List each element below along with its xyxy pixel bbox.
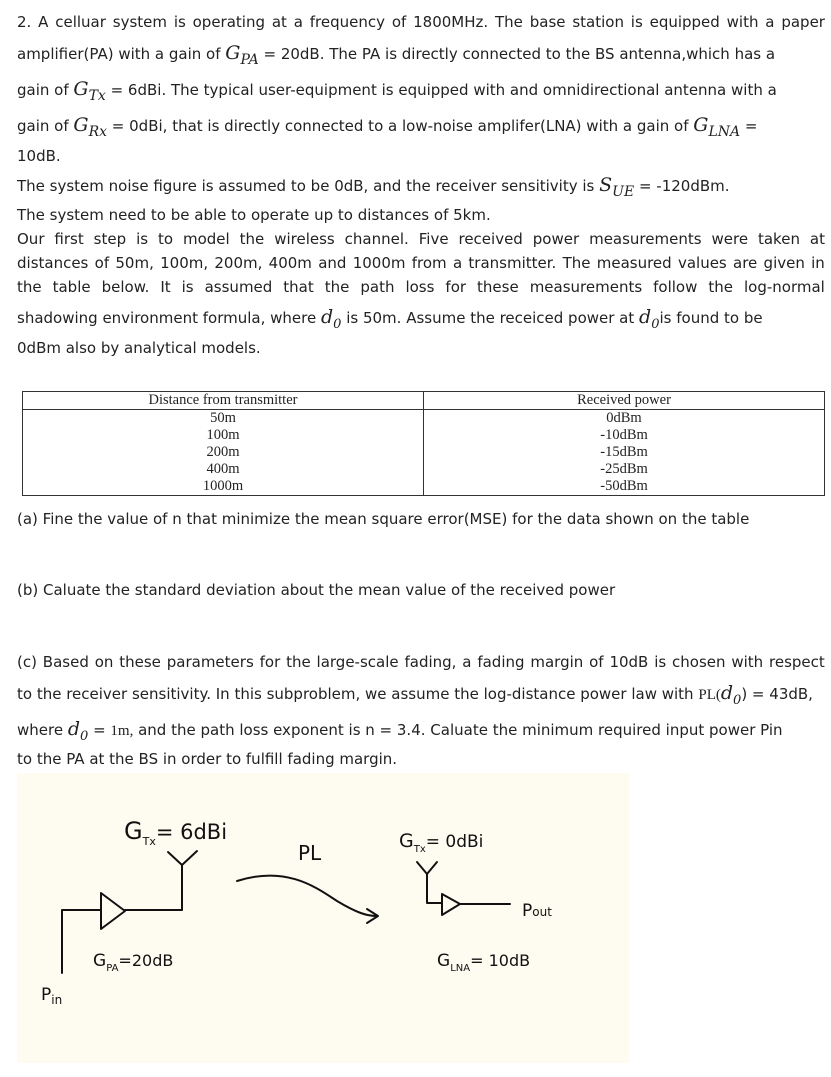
- question-c-line-3: where $d_0 = 1m$, and the path loss exponent is n = 3.4. Caluate the minimum required input power Pin: [17, 718, 783, 744]
- intro-line-3: gain of $G_{Tx} = 6dBi$. The typical user-equipment is equipped with and omnidirectional antenna with a: [17, 78, 777, 104]
- label-gtx: $G_{Tx}= 6dBi$: [124, 817, 228, 848]
- question-b: (b) Caluate the standard deviation about the mean value of the received power: [17, 581, 616, 599]
- table-row: [23, 478, 825, 496]
- cell-power: -15dBm: [424, 444, 825, 461]
- pa-amplifier: [101, 893, 125, 929]
- label-pin: $P_{in}$: [41, 985, 63, 1007]
- cell-distance: 100m: [23, 427, 424, 444]
- distance-line: The system need to be able to operate up to distances of 5km.: [17, 206, 491, 224]
- symbol-d0-d: $d_0$: [67, 718, 89, 744]
- question-c-line-2: to the receiver sensitivity. In this subproblem, we assume the log-distance power law with $PL(d_0) = 43dB$,: [17, 682, 813, 708]
- channel-line-2: distances of 50m, 100m, 200m, 400m and 1000m from a transmitter. The measured values are given in: [17, 254, 825, 272]
- table-row: [23, 461, 825, 478]
- symbol-d0: $d_0$: [320, 306, 342, 332]
- pa-output-wire: [125, 865, 182, 910]
- label-glna: $G_{LNA}= 10dB$: [437, 951, 531, 974]
- cell-distance: 200m: [23, 444, 424, 461]
- cell-power: -50dBm: [424, 478, 825, 496]
- cell-power: -10dBm: [424, 427, 825, 444]
- symbol-d0-b: $d_0$: [639, 306, 660, 332]
- analytical-line: 0dBm also by analytical models.: [17, 339, 261, 357]
- table-row: [23, 444, 825, 461]
- cell-distance: 1000m: [23, 478, 424, 496]
- label-pout: Pout: [522, 901, 552, 921]
- question-a: (a) Fine the value of n that minimize the mean square error(MSE) for the data shown on the table: [17, 510, 750, 528]
- label-grx: $G_{Tx}= 0dBi$: [399, 830, 484, 855]
- rx-antenna: [417, 862, 437, 874]
- link-budget-sketch: [17, 773, 629, 1063]
- symbol-d0-c: $d_0$: [720, 682, 742, 708]
- pl-curve: [237, 876, 377, 916]
- cell-distance: 50m: [23, 410, 424, 428]
- intro-line-2: amplifier(PA) with a gain of $G_{PA} = 20dB$. The PA is directly connected to the BS antenna,which has a: [17, 42, 776, 68]
- symbol-g-tx: $G_{Tx}$: [73, 78, 106, 104]
- question-c-line-1: (c) Based on these parameters for the large-scale fading, a fading margin of 10dB is chosen with respect: [17, 653, 825, 671]
- noise-line: The system noise figure is assumed to be 0dB, and the receiver sensitivity is $S_{UE} = -120dBm$.: [17, 174, 730, 200]
- cell-power: 0dBm: [424, 410, 825, 428]
- intro-line-1: 2. A celluar system is operating at a frequency of 1800MHz. The base station is equipped with a paper: [17, 13, 825, 31]
- shadowing-line: shadowing environment formula, where $d_0$ is 50m. Assume the receiced power at $d_0is$ found to be: [17, 306, 763, 332]
- cell-distance: 400m: [23, 461, 424, 478]
- symbol-g-rx: $G_{Rx}$: [73, 114, 108, 140]
- lna-amplifier: [442, 894, 460, 915]
- measurements-table: [22, 391, 825, 496]
- intro-line-4: gain of $G_{Rx} = 0dBi$, that is directly connected to a low-noise amplifer(LNA) with a gain of $G_{LNA}$ =: [17, 114, 758, 140]
- table-header-row: [23, 392, 825, 410]
- table-row: [23, 427, 825, 444]
- symbol-g-lna: $G_{LNA}$: [693, 114, 741, 140]
- symbol-s-ue: $S_{UE}$: [599, 174, 635, 200]
- intro-line-5: 10dB.: [17, 147, 61, 165]
- cell-power: -25dBm: [424, 461, 825, 478]
- question-c-line-4: to the PA at the BS in order to fulfill fading margin.: [17, 750, 398, 768]
- table-row: [23, 410, 825, 428]
- label-pl: PL: [298, 841, 322, 865]
- header-distance: Distance from transmitter: [23, 392, 424, 410]
- header-power: Received power: [424, 392, 825, 410]
- label-gpa: $G_{PA}=20dB$: [93, 951, 174, 974]
- channel-line-1: Our first step is to model the wireless channel. Five received power measurements were taken at: [17, 230, 825, 248]
- symbol-g-pa: $G_{PA}$: [225, 42, 259, 68]
- rx-wire: [427, 874, 442, 903]
- tx-antenna: [168, 851, 197, 865]
- channel-line-3: the table below. It is assumed that the path loss for these measurements follow the log-normal: [17, 278, 825, 296]
